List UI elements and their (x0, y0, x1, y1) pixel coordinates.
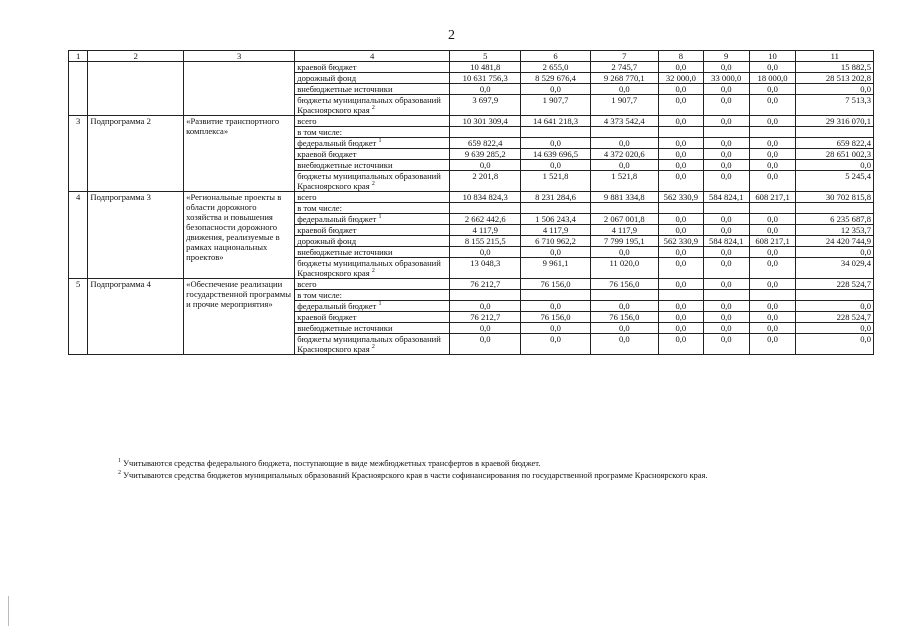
subprogram-description: «Развитие транспортного комплекса» (184, 116, 295, 192)
header-cell: 5 (450, 51, 521, 62)
value-cell: 1 506 243,4 (521, 214, 590, 225)
funding-source-label: внебюджетные источники (295, 247, 450, 258)
subprogram-name: Подпрограмма 2 (88, 116, 184, 192)
value-cell: 76 212,7 (450, 312, 521, 323)
value-cell: 4 117,9 (590, 225, 658, 236)
total-value-cell: 30 702 815,8 (796, 192, 874, 203)
value-cell: 3 697,9 (450, 95, 521, 116)
funding-source-label: в том числе: (295, 127, 450, 138)
value-cell: 0,0 (521, 160, 590, 171)
total-value-cell: 6 235 687,8 (796, 214, 874, 225)
value-cell: 0,0 (703, 323, 749, 334)
value-cell: 584 824,1 (703, 236, 749, 247)
value-cell: 0,0 (658, 62, 703, 73)
funding-source-label: краевой бюджет (295, 149, 450, 160)
table-row (69, 116, 874, 127)
value-cell: 0,0 (658, 214, 703, 225)
value-cell: 0,0 (658, 84, 703, 95)
table-row (69, 62, 874, 73)
header-cell: 11 (796, 51, 874, 62)
value-cell: 4 117,9 (521, 225, 590, 236)
value-cell (590, 290, 658, 301)
value-cell: 4 373 542,4 (590, 116, 658, 127)
value-cell: 0,0 (521, 247, 590, 258)
value-cell: 0,0 (749, 171, 796, 192)
total-value-cell: 0,0 (796, 301, 874, 312)
value-cell: 0,0 (658, 160, 703, 171)
value-cell: 0,0 (703, 160, 749, 171)
header-cell: 1 (69, 51, 88, 62)
value-cell: 0,0 (749, 312, 796, 323)
value-cell (658, 290, 703, 301)
value-cell: 0,0 (703, 301, 749, 312)
value-cell: 10 481,8 (450, 62, 521, 73)
value-cell: 0,0 (749, 301, 796, 312)
value-cell (749, 290, 796, 301)
value-cell: 10 631 756,3 (450, 73, 521, 84)
value-cell: 0,0 (749, 116, 796, 127)
header-cell: 4 (295, 51, 450, 62)
total-value-cell: 0,0 (796, 334, 874, 355)
value-cell: 0,0 (590, 334, 658, 355)
value-cell: 0,0 (749, 84, 796, 95)
value-cell: 0,0 (749, 225, 796, 236)
value-cell: 0,0 (749, 138, 796, 149)
header-row (69, 51, 874, 62)
total-value-cell (796, 127, 874, 138)
value-cell: 0,0 (749, 247, 796, 258)
value-cell: 0,0 (703, 214, 749, 225)
value-cell: 0,0 (658, 312, 703, 323)
value-cell: 2 067 001,8 (590, 214, 658, 225)
value-cell: 0,0 (521, 323, 590, 334)
value-cell: 2 201,8 (450, 171, 521, 192)
subprogram-description: «Региональные проекты в области дорожного хозяйства и повышения безопасности дорожного движения, реализуемые в рамках национальных проектов» (184, 192, 295, 279)
value-cell: 0,0 (703, 312, 749, 323)
value-cell: 4 372 020,6 (590, 149, 658, 160)
funding-source-label: дорожный фонд (295, 236, 450, 247)
value-cell: 562 330,9 (658, 192, 703, 203)
page-number: 2 (448, 28, 455, 43)
funding-source-label: всего (295, 116, 450, 127)
total-value-cell: 7 513,3 (796, 95, 874, 116)
total-value-cell: 29 316 070,1 (796, 116, 874, 127)
value-cell: 11 020,0 (590, 258, 658, 279)
value-cell: 8 155 215,5 (450, 236, 521, 247)
value-cell: 0,0 (703, 62, 749, 73)
total-value-cell: 28 513 202,8 (796, 73, 874, 84)
subprogram-name: Подпрограмма 3 (88, 192, 184, 279)
value-cell (658, 203, 703, 214)
value-cell (590, 127, 658, 138)
total-value-cell: 15 882,5 (796, 62, 874, 73)
value-cell: 562 330,9 (658, 236, 703, 247)
value-cell: 0,0 (703, 225, 749, 236)
value-cell (749, 127, 796, 138)
value-cell: 0,0 (450, 247, 521, 258)
total-value-cell: 0,0 (796, 247, 874, 258)
value-cell: 0,0 (749, 279, 796, 290)
funding-source-label: внебюджетные источники (295, 160, 450, 171)
value-cell: 0,0 (590, 84, 658, 95)
value-cell: 0,0 (703, 95, 749, 116)
total-value-cell: 0,0 (796, 323, 874, 334)
total-value-cell: 12 353,7 (796, 225, 874, 236)
value-cell (658, 127, 703, 138)
value-cell (521, 127, 590, 138)
total-value-cell: 24 420 744,9 (796, 236, 874, 247)
value-cell: 13 048,3 (450, 258, 521, 279)
row-number: 5 (69, 279, 88, 355)
value-cell: 0,0 (521, 334, 590, 355)
funding-source-label: федеральный бюджет $^1$ (295, 138, 450, 149)
value-cell: 608 217,1 (749, 236, 796, 247)
value-cell: 9 881 334,8 (590, 192, 658, 203)
value-cell: 0,0 (658, 116, 703, 127)
value-cell: 0,0 (703, 84, 749, 95)
funding-source-label: внебюджетные источники (295, 323, 450, 334)
value-cell: 0,0 (450, 84, 521, 95)
value-cell: 1 907,7 (590, 95, 658, 116)
funding-source-label: краевой бюджет (295, 225, 450, 236)
value-cell: 0,0 (658, 301, 703, 312)
funding-source-label: дорожный фонд (295, 73, 450, 84)
value-cell: 0,0 (749, 334, 796, 355)
value-cell: 9 639 285,2 (450, 149, 521, 160)
value-cell: 0,0 (749, 160, 796, 171)
value-cell: 0,0 (450, 334, 521, 355)
value-cell: 0,0 (749, 323, 796, 334)
subprogram-description (184, 62, 295, 116)
value-cell: 659 822,4 (450, 138, 521, 149)
row-number: 3 (69, 116, 88, 192)
value-cell: 7 799 195,1 (590, 236, 658, 247)
value-cell: 0,0 (658, 334, 703, 355)
header-cell: 3 (184, 51, 295, 62)
total-value-cell: 5 245,4 (796, 171, 874, 192)
value-cell: 0,0 (521, 84, 590, 95)
value-cell (450, 127, 521, 138)
total-value-cell: 0,0 (796, 160, 874, 171)
funding-source-label: в том числе: (295, 203, 450, 214)
value-cell: 9 961,1 (521, 258, 590, 279)
value-cell: 0,0 (749, 62, 796, 73)
value-cell: 33 000,0 (703, 73, 749, 84)
value-cell: 0,0 (590, 323, 658, 334)
value-cell: 0,0 (590, 138, 658, 149)
funding-source-label: всего (295, 279, 450, 290)
value-cell: 0,0 (658, 138, 703, 149)
value-cell: 76 156,0 (590, 279, 658, 290)
table-row (69, 192, 874, 203)
header-cell: 9 (703, 51, 749, 62)
value-cell (703, 127, 749, 138)
value-cell: 14 639 696,5 (521, 149, 590, 160)
value-cell: 0,0 (703, 279, 749, 290)
value-cell: 0,0 (658, 225, 703, 236)
footnote-1: $^1$ Учитываются средства федерального бюджета, поступающие в виде межбюджетных трансфертов в краевой бюджет. (118, 458, 541, 468)
value-cell: 0,0 (703, 334, 749, 355)
funding-source-label: федеральный бюджет $^1$ (295, 301, 450, 312)
value-cell: 76 212,7 (450, 279, 521, 290)
funding-source-label: краевой бюджет (295, 62, 450, 73)
value-cell: 0,0 (450, 160, 521, 171)
total-value-cell: 228 524,7 (796, 279, 874, 290)
total-value-cell (796, 290, 874, 301)
header-cell: 6 (521, 51, 590, 62)
value-cell: 0,0 (703, 258, 749, 279)
value-cell: 0,0 (658, 258, 703, 279)
value-cell: 76 156,0 (521, 312, 590, 323)
value-cell (590, 203, 658, 214)
total-value-cell: 28 651 002,3 (796, 149, 874, 160)
header-cell: 2 (88, 51, 184, 62)
funding-source-label: всего (295, 192, 450, 203)
funding-source-label: бюджеты муниципальных образований Красноярского края $^2$ (295, 171, 450, 192)
value-cell: 0,0 (749, 214, 796, 225)
value-cell: 1 907,7 (521, 95, 590, 116)
value-cell (450, 203, 521, 214)
value-cell: 0,0 (590, 301, 658, 312)
value-cell: 0,0 (703, 116, 749, 127)
value-cell: 9 268 770,1 (590, 73, 658, 84)
total-value-cell: 34 029,4 (796, 258, 874, 279)
total-value-cell: 228 524,7 (796, 312, 874, 323)
value-cell: 1 521,8 (590, 171, 658, 192)
value-cell: 0,0 (703, 171, 749, 192)
total-value-cell: 0,0 (796, 84, 874, 95)
funding-source-label: в том числе: (295, 290, 450, 301)
funding-source-label: бюджеты муниципальных образований Красноярского края $^2$ (295, 334, 450, 355)
row-number: 4 (69, 192, 88, 279)
value-cell: 18 000,0 (749, 73, 796, 84)
value-cell: 4 117,9 (450, 225, 521, 236)
value-cell: 1 521,8 (521, 171, 590, 192)
header-cell: 7 (590, 51, 658, 62)
value-cell: 10 834 824,3 (450, 192, 521, 203)
value-cell (703, 203, 749, 214)
value-cell: 2 655,0 (521, 62, 590, 73)
value-cell: 8 231 284,6 (521, 192, 590, 203)
margin-mark (8, 596, 9, 626)
funding-source-label: федеральный бюджет $^1$ (295, 214, 450, 225)
value-cell: 6 710 962,2 (521, 236, 590, 247)
funding-source-label: краевой бюджет (295, 312, 450, 323)
value-cell: 0,0 (749, 258, 796, 279)
header-cell: 10 (749, 51, 796, 62)
value-cell: 8 529 676,4 (521, 73, 590, 84)
subprogram-name (88, 62, 184, 116)
value-cell: 0,0 (450, 301, 521, 312)
total-value-cell: 659 822,4 (796, 138, 874, 149)
funding-source-label: бюджеты муниципальных образований Красноярского края $^2$ (295, 258, 450, 279)
value-cell (450, 290, 521, 301)
funding-source-label: внебюджетные источники (295, 84, 450, 95)
value-cell: 76 156,0 (521, 279, 590, 290)
value-cell: 0,0 (703, 138, 749, 149)
total-value-cell (796, 203, 874, 214)
footnote-2: $^2$ Учитываются средства бюджетов муниципальных образований Красноярского края в части софинансирования по государственной программе Красноярского края. (118, 470, 708, 480)
value-cell: 584 824,1 (703, 192, 749, 203)
value-cell: 0,0 (658, 95, 703, 116)
value-cell: 0,0 (590, 160, 658, 171)
value-cell: 608 217,1 (749, 192, 796, 203)
value-cell: 14 641 218,3 (521, 116, 590, 127)
value-cell: 0,0 (658, 323, 703, 334)
value-cell: 2 662 442,6 (450, 214, 521, 225)
value-cell: 0,0 (749, 95, 796, 116)
value-cell: 0,0 (521, 301, 590, 312)
value-cell: 0,0 (658, 247, 703, 258)
budget-table (68, 50, 874, 355)
value-cell: 10 301 309,4 (450, 116, 521, 127)
table-row (69, 279, 874, 290)
value-cell: 0,0 (703, 247, 749, 258)
value-cell: 0,0 (590, 247, 658, 258)
value-cell: 76 156,0 (590, 312, 658, 323)
value-cell: 0,0 (450, 323, 521, 334)
row-number (69, 62, 88, 116)
value-cell (703, 290, 749, 301)
value-cell (521, 203, 590, 214)
funding-source-label: бюджеты муниципальных образований Красноярского края $^2$ (295, 95, 450, 116)
value-cell: 0,0 (703, 149, 749, 160)
value-cell: 0,0 (658, 149, 703, 160)
value-cell (749, 203, 796, 214)
value-cell: 0,0 (521, 138, 590, 149)
value-cell: 0,0 (749, 149, 796, 160)
footnotes (78, 458, 868, 482)
value-cell: 2 745,7 (590, 62, 658, 73)
subprogram-name: Подпрограмма 4 (88, 279, 184, 355)
value-cell (521, 290, 590, 301)
value-cell: 0,0 (658, 279, 703, 290)
value-cell: 0,0 (658, 171, 703, 192)
header-cell: 8 (658, 51, 703, 62)
subprogram-description: «Обеспечение реализации государственной программы и прочие мероприятия» (184, 279, 295, 355)
value-cell: 32 000,0 (658, 73, 703, 84)
